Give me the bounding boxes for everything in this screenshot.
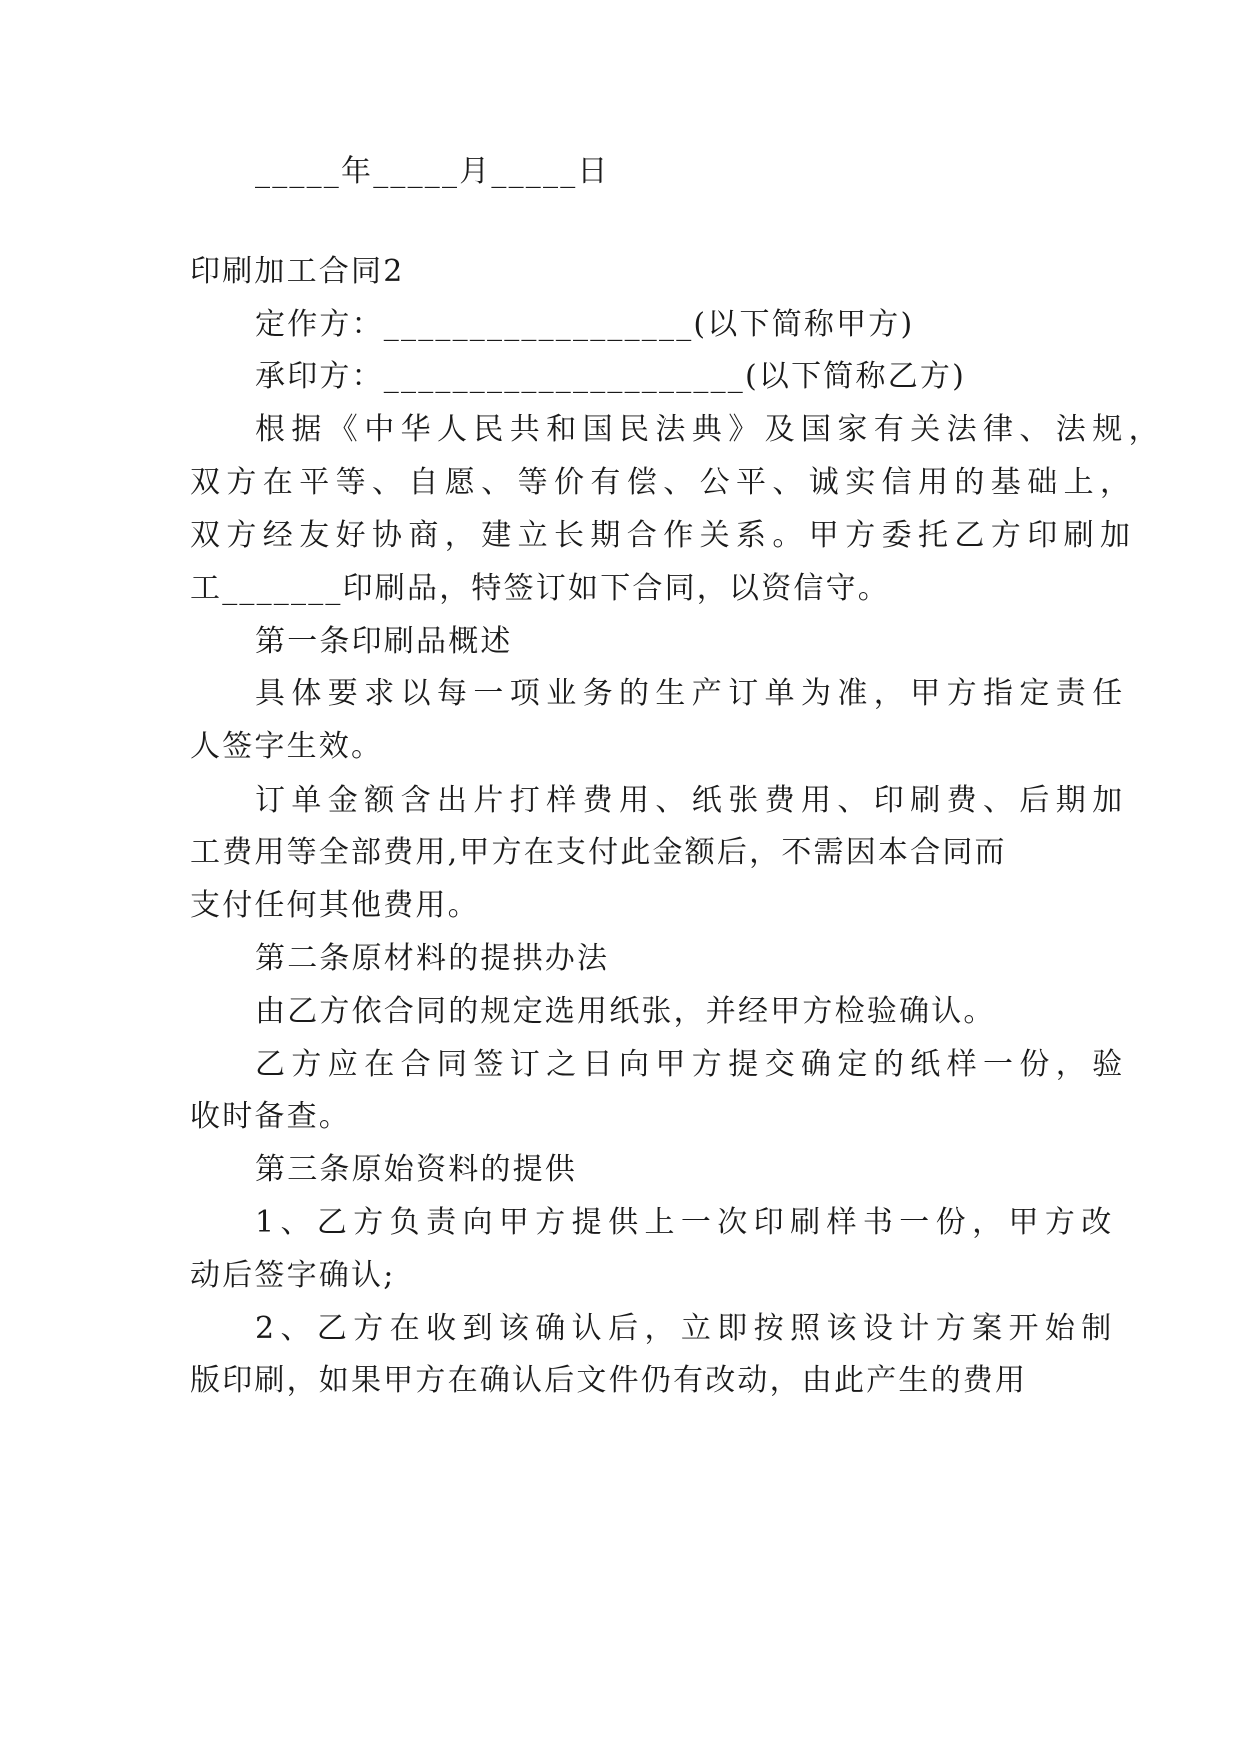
preamble-line: 双方经友好协商，建立长期合作关系。甲方委托乙方印刷加	[190, 518, 1137, 553]
party-b-line: 承印方：_____________________(以下简称乙方)	[255, 359, 967, 394]
article1-p1-line: 具体要求以每一项业务的生产订单为准，甲方指定责任	[255, 676, 1129, 711]
article3-heading: 第三条原始资料的提供	[255, 1152, 577, 1187]
article1-p1-line: 人签字生效。	[190, 729, 384, 764]
contract-title: 印刷加工合同2	[190, 254, 405, 289]
article2-p2-line: 乙方应在合同签订之日向甲方提交确定的纸样一份，验	[255, 1047, 1129, 1082]
article2-p1: 由乙方依合同的规定选用纸张，并经甲方检验确认。	[255, 994, 996, 1029]
date-line: _____年_____月_____日	[255, 154, 610, 189]
article1-heading: 第一条印刷品概述	[255, 624, 513, 659]
article2-heading: 第二条原材料的提拱办法	[255, 941, 610, 976]
article1-p2-line: 支付任何其他费用。	[190, 888, 480, 923]
preamble-line: 根据《中华人民共和国民法典》及国家有关法律、法规，	[255, 412, 1165, 447]
article1-p2-line: 工费用等全部费用,甲方在支付此金额后，不需因本合同而	[190, 835, 1007, 870]
party-a-line: 定作方：__________________(以下简称甲方)	[255, 307, 915, 342]
article3-item1-line: 1、乙方负责向甲方提供上一次印刷样书一份，甲方改	[255, 1205, 1118, 1240]
article3-item1-line: 动后签字确认;	[190, 1258, 396, 1293]
article3-item2-line: 2、乙方在收到该确认后，立即按照该设计方案开始制	[255, 1311, 1118, 1346]
preamble-line: 工_______印刷品，特签订如下合同，以资信守。	[190, 571, 890, 606]
article3-item2-line: 版印刷，如果甲方在确认后文件仍有改动，由此产生的费用	[190, 1363, 1028, 1398]
preamble-line: 双方在平等、自愿、等价有偿、公平、诚实信用的基础上，	[190, 465, 1137, 500]
article1-p2-line: 订单金额含出片打样费用、纸张费用、印刷费、后期加	[255, 783, 1129, 818]
article2-p2-line: 收时备查。	[190, 1099, 351, 1134]
